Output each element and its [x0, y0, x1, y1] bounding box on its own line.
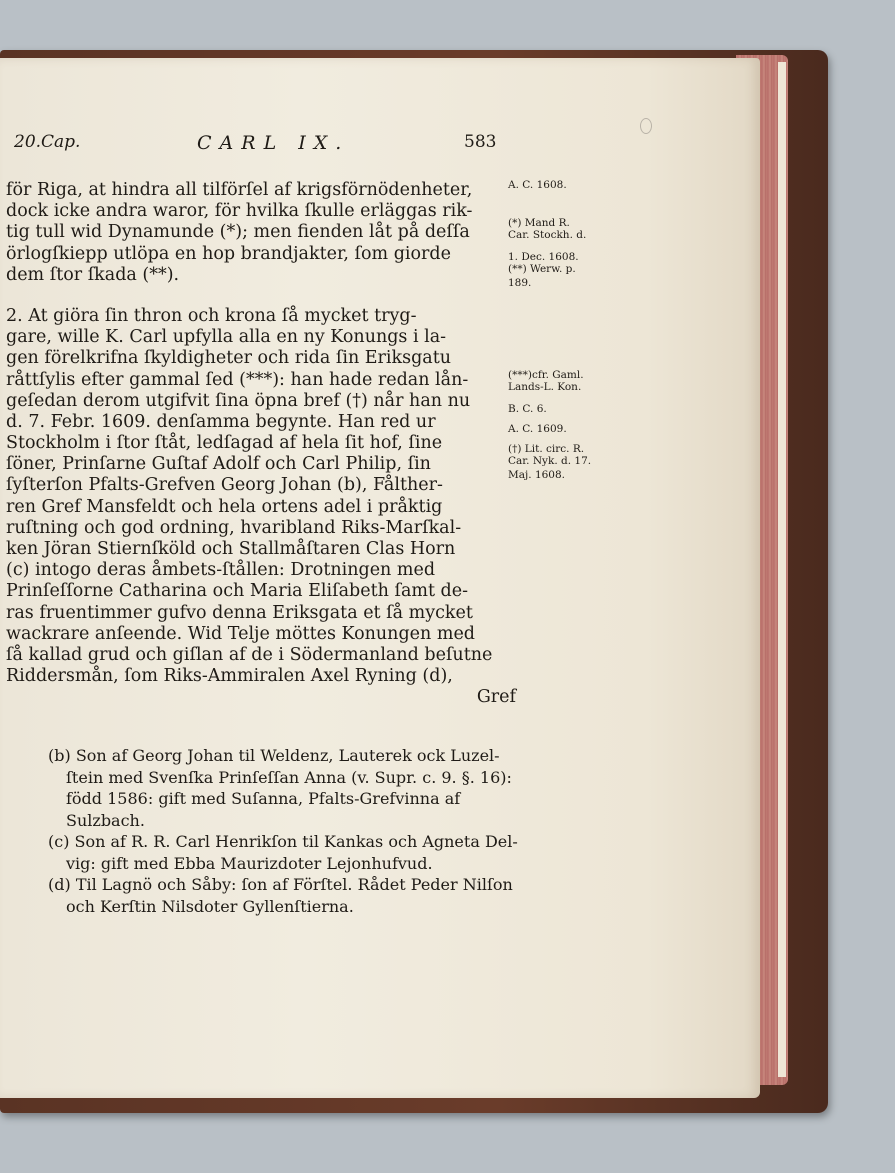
- footnote-line: och Kerſtin Nilsdoter Gyllenſtierna.: [66, 896, 354, 916]
- margin-note: Car. Stockh. d.: [508, 229, 587, 241]
- footnote-line: ſtein med Svenſka Prinſeſſan Anna (v. Supr. c. 9. §. 16):: [66, 767, 512, 787]
- margin-note: (†) Lit. circ. R.: [508, 443, 585, 455]
- footnotes: [48, 745, 528, 917]
- margin-note: Maj. 1608.: [508, 469, 566, 481]
- text-line: Riddersmån, ſom Riks-Ammiralen Axel Ryning (d),: [6, 666, 453, 687]
- text-line: ken Jöran Stiernſköld och Stallmåſtaren Clas Horn: [6, 539, 456, 559]
- margin-note: 1. Dec. 1608.: [508, 251, 579, 263]
- margin-note: A. C. 1609.: [508, 423, 567, 435]
- text-line: Stockholm i ſtor ſtåt, ledſagad af hela ſit hof, ſine: [6, 433, 443, 454]
- text-line: 2. At giöra ſin thron och krona ſå mycket tryg-: [6, 305, 417, 326]
- text-line: gen förelkrifna ſkyldigheter och rida ſin Eriksgatu: [6, 348, 452, 369]
- running-header: [14, 132, 534, 166]
- text-line: ruſtning och god ordning, hvaribland Riks-Marſkal-: [6, 517, 462, 538]
- text-line: ras fruentimmer gufvo denna Eriksgata et ſå mycket: [6, 602, 473, 623]
- text-line: ſöner, Prinſarne Guſtaf Adolf och Carl Philip, ſin: [6, 454, 431, 475]
- text-line: Prinſeſſorne Catharina och Maria Eliſabeth ſamt de-: [6, 581, 469, 602]
- text-line: wackrare anſeende. Wid Telje möttes Konungen med: [6, 623, 475, 644]
- margin-note: Lands-L. Kon.: [508, 381, 582, 393]
- page-number: 583: [464, 132, 497, 152]
- text-line: d. 7. Febr. 1609. denſamma begynte. Han red ur: [6, 411, 436, 432]
- text-line: gare, wille K. Carl upfylla alla en ny Konungs i la-: [6, 327, 447, 348]
- text-line: råttſylis efter gammal ſed (***): han hade redan lån-: [6, 369, 469, 390]
- text-line: (c) intogo deras åmbets-ſtållen: Drotningen med: [6, 560, 436, 581]
- text-line: för Riga, at hindra all tilförſel af krigsförnödenheter,: [6, 180, 473, 200]
- text-line: geſedan derom utgifvit ſina öpna bref (†) når han nu: [6, 390, 471, 411]
- text-line: ſyſterſon Pfalts-Grefven Georg Johan (b), Fålther-: [6, 475, 443, 496]
- margin-note: (***)cfr. Gaml.: [508, 369, 584, 381]
- chapter-label: 20.Cap.: [14, 132, 81, 152]
- text-line: ren Gref Mansfeldt och hela ortens adel i pråktig: [6, 496, 443, 517]
- footnote-line: vig: gift med Ebba Maurizdoter Lejonhufvud.: [66, 853, 433, 873]
- text-line: ſå kallad grud och giſlan af de i Södermanland beſutne: [6, 644, 493, 665]
- margin-note: 189.: [508, 277, 532, 289]
- margin-note: (*) Mand R.: [508, 217, 570, 229]
- catchword: Gref: [476, 687, 516, 708]
- main-text: [6, 180, 516, 709]
- margin-note: (**) Werw. p.: [508, 263, 576, 275]
- footnote-line: (c) Son af R. R. Carl Henrikſon til Kankas och Agneta Del-: [48, 832, 518, 851]
- paper-speck: [640, 118, 652, 134]
- footnote-line: (b) Son af Georg Johan til Weldenz, Lauterek ock Luzel-: [48, 746, 500, 765]
- page-edge-inner: [778, 62, 786, 1077]
- text-line: örlogſkiepp utlöpa en hop brandjakter, ſom giorde: [6, 243, 451, 264]
- footnote-line: Sulzbach.: [66, 810, 145, 830]
- margin-note: B. C. 6.: [508, 403, 547, 415]
- text-line: tig tull wid Dynamunde (*); men fienden låt på deſſa: [6, 222, 470, 243]
- margin-note: A. C. 1608.: [508, 179, 567, 191]
- page-title: CARL IX.: [197, 132, 350, 154]
- text-line: dock icke andra waror, för hvilka ſkulle erläggas rik-: [6, 201, 473, 222]
- margin-note: Car. Nyk. d. 17.: [508, 455, 592, 467]
- footnote-line: född 1586: gift med Suſanna, Pfalts-Grefvinna af: [66, 789, 461, 808]
- footnote-line: (d) Til Lagnö och Såby: ſon af Förſtel. Rådet Peder Nilſon: [48, 875, 513, 894]
- text-line: dem ſtor ſkada (**).: [6, 264, 180, 285]
